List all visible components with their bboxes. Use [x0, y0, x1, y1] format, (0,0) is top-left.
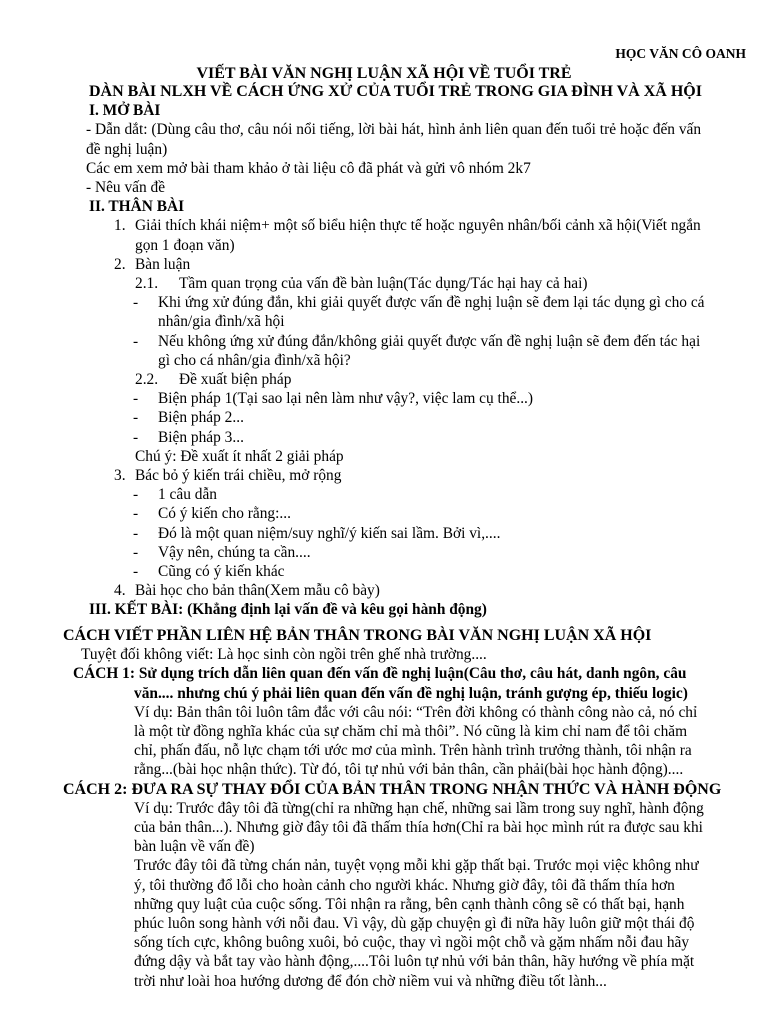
method-1-heading: CÁCH 1: Sử dụng trích dẫn liên quan đến vấn đề nghị luận(Câu thơ, câu hát, danh ngôn, câu	[73, 665, 687, 683]
list-item-text: Bác bỏ ý kiến trái chiều, mở rộng	[135, 467, 342, 485]
intro-issue-line: - Nêu vấn đề	[86, 179, 166, 197]
list-item-text: Bàn luận	[135, 255, 191, 273]
example-paragraph-line: đứng dậy và bắt tay vào hành động,....Tôi luôn tự nhủ với bản thân, hãy hướng về phía mặt	[134, 953, 695, 971]
bullet-text: Biện pháp 1(Tại sao lại nên làm như vậy?, việc lam cụ thể...)	[158, 390, 534, 408]
bullet-text: Vậy nên, chúng ta cần....	[158, 543, 311, 561]
example-line: Ví dụ: Bản thân tôi luôn tâm đắc với câu nói: “Trên đời không có thành công nào cả, nó chỉ	[134, 703, 698, 721]
bullet-dash: -	[133, 428, 139, 446]
bullet-item	[89, 332, 749, 370]
example-paragraph-line: phúc luôn song hành với nỗi đau. Vì vậy, dù gặp chuyện gì đi nữa hãy luôn giữ một thái độ	[134, 915, 695, 933]
example-paragraph-line: sống tích cực, không buông xuôi, bỏ cuộc, thay vì ngồi một chỗ và gặm nhấm nỗi đau hãy	[134, 934, 690, 952]
section-heading-lien-he: CÁCH VIẾT PHẦN LIÊN HỆ BẢN THÂN TRONG BÀI VĂN NGHỊ LUẬN XÃ HỘI	[63, 627, 652, 644]
note-line: Chú ý: Đề xuất ít nhất 2 giải pháp	[135, 447, 344, 465]
intro-instruction-line: - Dẫn dắt: (Dùng câu thơ, câu nói nổi tiếng, lời bài hát, hình ảnh liên quan đến tuổi trẻ hoặc đến vấn	[86, 121, 702, 139]
bullet-dash: -	[133, 332, 139, 350]
list-number: 4.	[114, 582, 126, 600]
bullet-item	[89, 408, 749, 427]
bullet-dash: -	[133, 505, 139, 523]
self-connection-section	[63, 626, 753, 991]
list-number: 2.	[114, 255, 126, 273]
bullet-dash: -	[133, 524, 139, 542]
bullet-item	[89, 543, 749, 562]
example-paragraph-line: những quy luật của cuộc sống. Tôi nhận ra rằng, bên cạnh thành công sẽ có thất bại, hạnh	[134, 895, 685, 913]
ket-bai-note: (Khẳng định lại vấn đề và kêu gọi hành động)	[183, 601, 487, 619]
example-line: rằng...(bài học nhận thức). Từ đó, tôi tự nhủ với bản thân, cần phải(bài học hành động)....	[134, 761, 684, 779]
bullet-text: Cũng có ý kiến khác	[158, 563, 285, 581]
example-line: bàn luận về vấn đề)	[134, 838, 255, 856]
intro-instruction-line: đề nghị luận)	[86, 140, 168, 158]
bullet-dash: -	[133, 294, 139, 312]
ket-bai-label: III. KẾT BÀI:	[89, 601, 184, 619]
list-item-text: Tầm quan trọng của vấn đề bàn luận(Tác dụng/Tác hại hay cả hai)	[179, 275, 588, 293]
sub-list-item	[89, 274, 749, 293]
document-body	[86, 82, 749, 620]
section-heading-than-bai: II. THÂN BÀI	[89, 198, 185, 216]
section-heading-ket-bai	[89, 600, 749, 619]
bullet-item	[89, 562, 749, 581]
bullet-text: Biện pháp 2...	[158, 409, 244, 427]
list-item-text: Giải thích khái niệm+ một số biểu hiện thực tế hoặc nguyên nhân/bối cảnh xã hội(Viết ngắn	[135, 217, 701, 235]
list-item	[89, 255, 749, 274]
list-number: 3.	[114, 467, 126, 485]
example-paragraph-line: Trước đây tôi đã từng chán nản, tuyệt vọng mỗi khi gặp thất bại. Trước mọi việc không như	[134, 857, 699, 875]
bullet-text: Có ý kiến cho rằng:...	[158, 505, 291, 523]
bullet-dash: -	[133, 563, 139, 581]
page-title: VIẾT BÀI VĂN NGHỊ LUẬN XÃ HỘI VỀ TUỔI TRẺ	[196, 65, 572, 82]
example-line: là một từ đồng nghĩa khác của sự chăm chỉ mà thôi”. Nó cũng là kim chỉ nam để tôi chăm	[134, 723, 688, 741]
bullet-item	[89, 524, 749, 543]
bullet-dash: -	[133, 543, 139, 561]
outline-title: DÀN BÀI NLXH VỀ CÁCH ỨNG XỬ CỦA TUỔI TRẺ TRONG GIA ĐÌNH VÀ XÃ HỘI	[89, 83, 702, 100]
list-item-text: Bài học cho bản thân(Xem mẫu cô bày)	[135, 582, 380, 600]
list-number: 2.2.	[135, 371, 159, 389]
bullet-item	[89, 293, 749, 331]
bullet-text: Nếu không ứng xử đúng đắn/không giải quyết được vấn đề nghị luận sẽ đem đến tác hại	[158, 332, 701, 350]
method-1-heading: văn.... nhưng chú ý phải liên quan đến vấn đề nghị luận, tránh gượng ép, thiếu logic)	[134, 684, 688, 702]
list-item-text: gọn 1 đoạn văn)	[135, 236, 235, 254]
list-item	[89, 581, 749, 600]
bullet-text: 1 câu dẫn	[158, 486, 217, 504]
list-item	[89, 216, 749, 254]
example-line: Ví dụ: Trước đây tôi đã từng(chỉ ra những hạn chế, những sai lầm trong suy nghĩ, hành động	[134, 799, 704, 817]
bullet-text: Biện pháp 3...	[158, 428, 244, 446]
example-paragraph-line: trời như loài hoa hướng dương để đón chờ niềm vui và những điều tốt lành...	[134, 972, 607, 990]
bullet-item	[89, 485, 749, 504]
bullet-dash: -	[133, 409, 139, 427]
bullet-item	[89, 428, 749, 447]
bullet-dash: -	[133, 486, 139, 504]
example-1	[63, 703, 753, 780]
bullet-text: Khi ứng xử đúng đắn, khi giải quyết được vấn đề nghị luận sẽ đem lại tác dụng gì cho cá	[158, 294, 705, 312]
example-line: của bản thân...). Nhưng giờ đây tôi đã thấm thía hơn(Chỉ ra bài học mình rút ra được sau khi	[134, 819, 703, 837]
example-paragraph-line: ý, tôi thường đổ lỗi cho hoàn cảnh cho người khác. Nhưng giờ đây, tôi đã thấm thía hơn	[134, 876, 675, 894]
bullet-text: Đó là một quan niệm/suy nghĩ/ý kiến sai lầm. Bởi vì,....	[158, 524, 501, 542]
list-number: 2.1.	[135, 275, 159, 293]
bullet-item	[89, 389, 749, 408]
bullet-text: nhân/gia đình/xã hội	[158, 313, 285, 331]
list-number: 1.	[114, 217, 126, 235]
example-line: chỉ, phấn đấu, nỗ lực chạm tới ước mơ của mình. Trên hành trình trưởng thành, tôi nhận ra	[134, 742, 692, 760]
section-heading-mo-bai: I. MỞ BÀI	[89, 102, 161, 120]
example-2	[63, 799, 753, 991]
bullet-item	[89, 504, 749, 523]
list-item-text: Đề xuất biện pháp	[179, 371, 292, 389]
bullet-text: gì cho cá nhân/gia đình/xã hội?	[158, 351, 351, 369]
list-item	[89, 466, 749, 485]
bullet-dash: -	[133, 390, 139, 408]
method-2-heading: CÁCH 2: ĐƯA RA SỰ THAY ĐỔI CỦA BẢN THÂN TRONG NHẬN THỨC VÀ HÀNH ĐỘNG	[63, 780, 722, 798]
intro-reference-line: Các em xem mở bài tham khảo ở tài liệu cô đã phát và gửi vô nhóm 2k7	[86, 159, 531, 177]
author-header: HỌC VĂN CÔ OANH	[615, 46, 746, 61]
warning-note: Tuyệt đối không viết: Là học sinh còn ngồi trên ghế nhà trường....	[81, 646, 487, 664]
sub-list-item	[89, 370, 749, 389]
